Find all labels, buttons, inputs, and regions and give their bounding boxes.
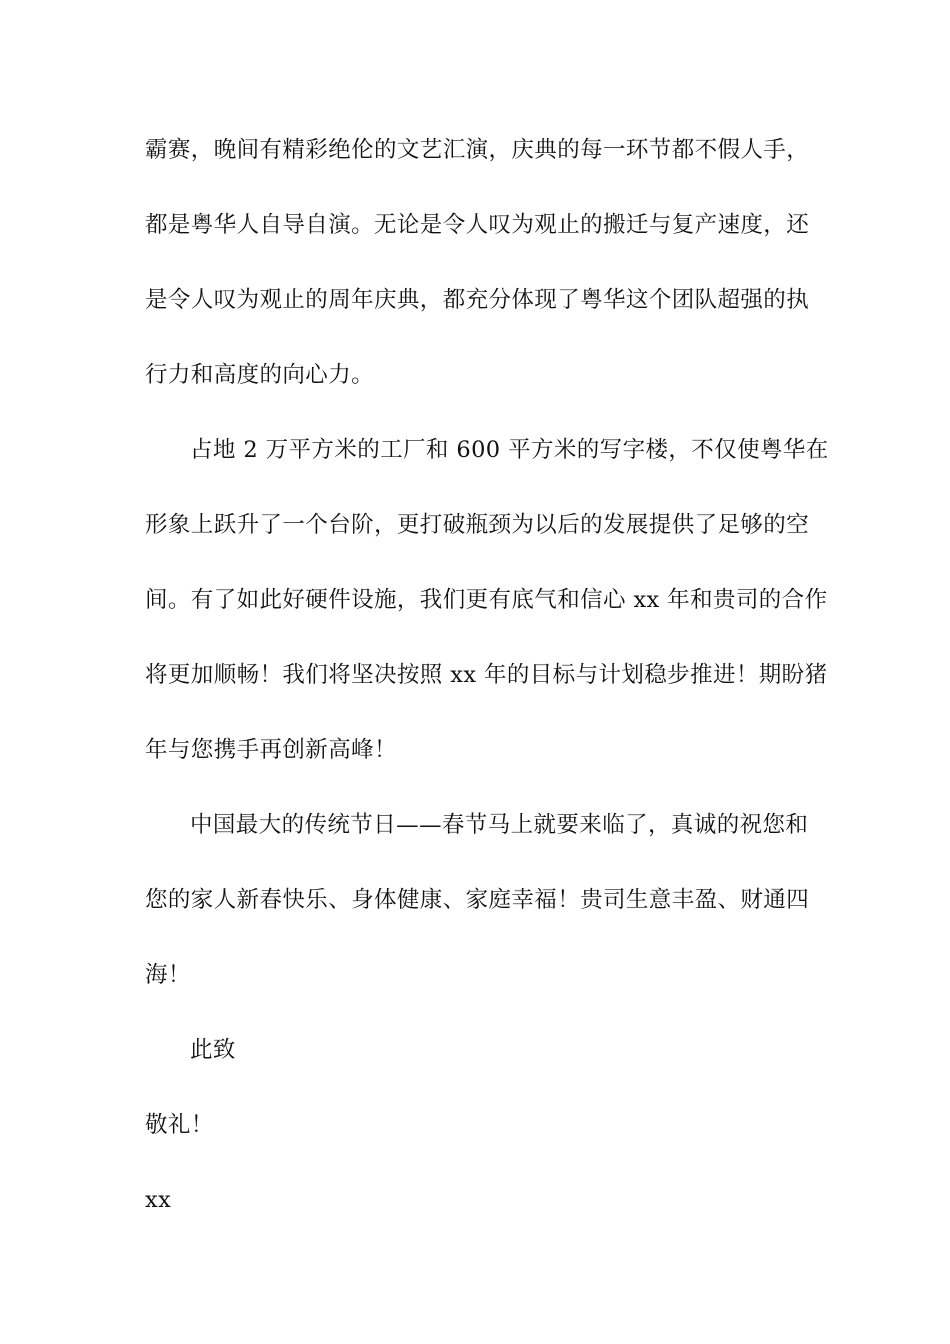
paragraph-1-line-4: 行力和高度的向心力。 (145, 362, 375, 388)
signature: xx (145, 1187, 172, 1213)
paragraph-2-line-2: 形象上跃升了一个台阶，更打破瓶颈为以后的发展提供了足够的空 (145, 512, 810, 538)
paragraph-2-line-1: 占地 2 万平方米的工厂和 600 平方米的写字楼，不仅使粤华在 (190, 437, 829, 463)
paragraph-3-line-2: 您的家人新春快乐、身体健康、家庭幸福！贵司生意丰盈、财通四 (145, 887, 810, 913)
paragraph-1-line-2: 都是粤华人自导自演。无论是令人叹为观止的搬迁与复产速度，还 (145, 212, 810, 238)
closing-regards: 敬礼！ (145, 1112, 214, 1138)
paragraph-2-line-3: 间。有了如此好硬件设施，我们更有底气和信心 xx 年和贵司的合作 (145, 587, 828, 613)
paragraph-2-line-4: 将更加顺畅！我们将坚决按照 xx 年的目标与计划稳步推进！期盼猪 (145, 662, 828, 688)
closing-salutation: 此致 (190, 1037, 236, 1063)
paragraph-3-line-1: 中国最大的传统节日——春节马上就要来临了，真诚的祝您和 (190, 812, 809, 838)
paragraph-3-line-3: 海！ (145, 962, 191, 988)
paragraph-2-line-5: 年与您携手再创新高峰！ (145, 737, 397, 763)
paragraph-1-line-3: 是令人叹为观止的周年庆典，都充分体现了粤华这个团队超强的执 (145, 287, 810, 313)
paragraph-1-line-1: 霸赛，晚间有精彩绝伦的文艺汇演，庆典的每一环节都不假人手， (145, 137, 810, 163)
